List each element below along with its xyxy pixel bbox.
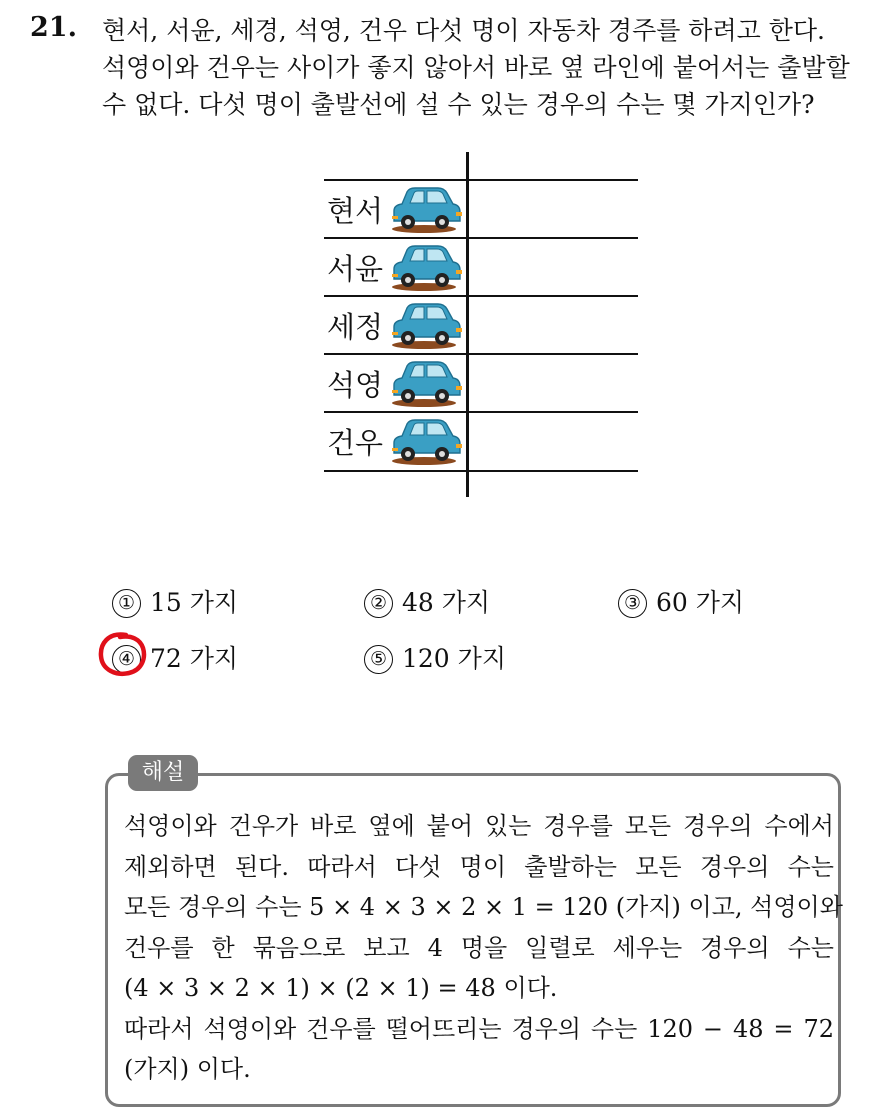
explanation-line: 따라서 석영이와 건우를 떨어뜨리는 경우의 수는 120 − 48 = 72 [124,1014,834,1043]
choice-number: ④ [112,645,141,674]
choice-1[interactable] [112,583,238,619]
car-icon [390,243,464,293]
car-icon [390,359,464,409]
question-line: 수 없다. 다섯 명이 출발선에 설 수 있는 경우의 수는 몇 가지인가? [102,90,815,119]
explanation-line: 모든 경우의 수는 5 × 4 × 3 × 2 × 1 = 120 (가지) 이고, 석영이와 [124,893,843,921]
choice-number: ⑤ [364,645,393,674]
choice-2[interactable] [364,583,490,619]
explanation-line: 건우를 한 묶음으로 보고 4 명을 일렬로 세우는 경우의 수는 [124,933,834,962]
lane-3 [324,297,466,353]
choice-number: ② [364,589,393,618]
car-icon [390,185,464,235]
question-number: 21. [30,12,77,43]
choice-text: 48 가지 [402,588,491,617]
racer-name: 현서 [327,194,384,228]
question-line: 석영이와 건우는 사이가 좋지 않아서 바로 옆 라인에 붙어서는 출발할 [102,53,850,82]
choice-5[interactable] [364,639,506,675]
choice-number: ③ [618,589,647,618]
explanation-line: 석영이와 건우가 바로 옆에 붙어 있는 경우를 모든 경우의 수에서 [124,812,834,840]
choice-text: 120 가지 [402,644,506,673]
lane-2 [324,239,466,295]
choice-text: 15 가지 [150,588,239,617]
explanation-text [124,806,843,1090]
question-line: 현서, 서윤, 세경, 석영, 건우 다섯 명이 자동차 경주를 하려고 한다. [102,16,825,45]
lane-1 [324,181,466,237]
explanation-line: 제외하면 된다. 따라서 다섯 명이 출발하는 모든 경우의 수는 [124,852,834,881]
choice-number: ① [112,589,141,618]
explanation-tag: 해설 [128,755,198,791]
lane-5 [324,413,466,469]
explanation-line: (4 × 3 × 2 × 1) × (2 × 1) = 48 이다. [124,974,558,1002]
answer-circle-mark [96,630,150,678]
choice-text: 60 가지 [656,588,745,617]
starting-line-diagram [324,152,640,498]
explanation-line: (가지) 이다. [124,1055,251,1083]
lane-divider [324,470,638,472]
car-icon [390,301,464,351]
racer-name: 서윤 [327,252,384,286]
racer-name: 세정 [327,310,384,344]
car-icon [390,417,464,467]
lane-4 [324,355,466,411]
racer-name: 건우 [327,426,384,460]
choice-text: 72 가지 [150,644,239,673]
choice-3[interactable] [618,583,744,619]
racer-name: 석영 [327,368,384,402]
start-line [466,152,469,497]
question-text [102,12,872,123]
